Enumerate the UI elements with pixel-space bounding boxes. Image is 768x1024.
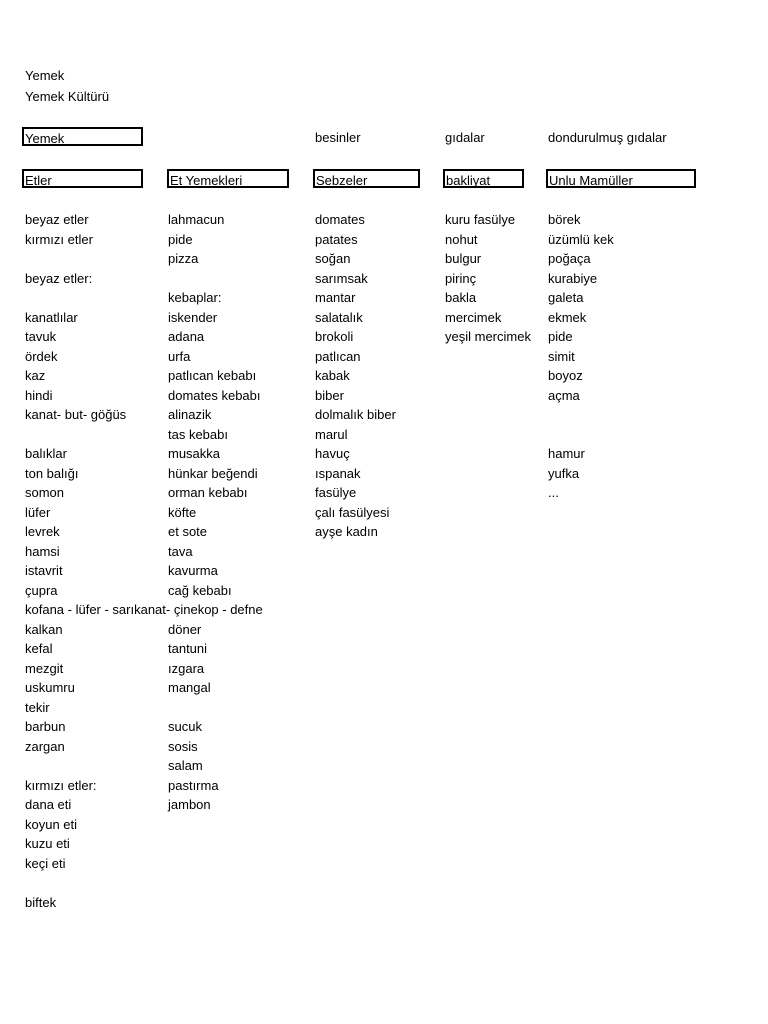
col5-item: yufka (548, 466, 580, 481)
col2-item: lahmacun (168, 212, 225, 227)
col3-item: çalı fasülyesi (315, 505, 390, 520)
col2-item: pastırma (168, 778, 219, 793)
category-besinler: besinler (315, 130, 361, 145)
col1-item: ördek (25, 349, 58, 364)
col1-item: istavrit (25, 563, 63, 578)
col2-item: mangal (168, 680, 211, 695)
col2-item: orman kebabı (168, 485, 248, 500)
col1-item: kofana - lüfer - sarıkanat- çinekop - defne (25, 602, 263, 617)
col5-item: üzümlü kek (548, 232, 614, 247)
col3-item: patates (315, 232, 358, 247)
col2-item: pide (168, 232, 193, 247)
col4-item: yeşil mercimek (445, 329, 531, 344)
col4-item: mercimek (445, 310, 502, 325)
col5-item: pide (548, 329, 573, 344)
col1-item: biftek (25, 895, 57, 910)
col3-item: kabak (315, 368, 350, 383)
col5-item: ekmek (548, 310, 587, 325)
col5-item: boyoz (548, 368, 583, 383)
col3-item: ayşe kadın (315, 524, 378, 539)
col5-item: simit (548, 349, 575, 364)
col1-item: ton balığı (25, 466, 79, 481)
col1-item: kırmızı etler (25, 232, 93, 247)
col1-item: uskumru (25, 680, 75, 695)
col2-item: ızgara (168, 661, 205, 676)
col1-item: levrek (25, 524, 60, 539)
doc-title: Yemek (25, 68, 65, 83)
col2-item: tava (168, 544, 193, 559)
header-etler: Etler (22, 169, 143, 188)
category-gidalar: gıdalar (445, 130, 485, 145)
col2-item: jambon (168, 797, 211, 812)
col2-item: salam (168, 758, 203, 773)
header-sebzeler: Sebzeler (313, 169, 420, 188)
col1-item: dana eti (25, 797, 72, 812)
col2-item: sucuk (168, 719, 202, 734)
col1-item: kalkan (25, 622, 63, 637)
col3-item: dolmalık biber (315, 407, 396, 422)
col1-item: kefal (25, 641, 53, 656)
col5-item: hamur (548, 446, 585, 461)
col2-item: tas kebabı (168, 427, 228, 442)
col3-item: domates (315, 212, 365, 227)
doc-subtitle: Yemek Kültürü (25, 89, 110, 104)
col2-item: cağ kebabı (168, 583, 232, 598)
col2-item: et sote (168, 524, 208, 539)
col2-item: adana (168, 329, 205, 344)
col4-item: nohut (445, 232, 478, 247)
col1-item: beyaz etler: (25, 271, 93, 286)
col2-item: tantuni (168, 641, 208, 656)
col2-item: köfte (168, 505, 197, 520)
col5-item: kurabiye (548, 271, 598, 286)
col2-item: hünkar beğendi (168, 466, 258, 481)
col1-item: mezgit (25, 661, 64, 676)
col1-item: kanat- but- göğüs (25, 407, 127, 422)
col3-item: mantar (315, 290, 356, 305)
col1-item: koyun eti (25, 817, 78, 832)
col2-item: kavurma (168, 563, 218, 578)
col3-item: fasülye (315, 485, 357, 500)
col3-item: ıspanak (315, 466, 361, 481)
col2-item: kebaplar: (168, 290, 222, 305)
col3-item: soğan (315, 251, 351, 266)
col1-item: tavuk (25, 329, 57, 344)
col4-item: kuru fasülye (445, 212, 516, 227)
col3-item: patlıcan (315, 349, 361, 364)
col1-item: kuzu eti (25, 836, 70, 851)
col5-item: poğaça (548, 251, 591, 266)
col4-item: bakla (445, 290, 477, 305)
col3-item: brokoli (315, 329, 354, 344)
col5-item: ... (548, 485, 559, 500)
col4-item: bulgur (445, 251, 482, 266)
col1-item: kanatlılar (25, 310, 78, 325)
col2-item: pizza (168, 251, 199, 266)
col5-item: galeta (548, 290, 584, 305)
col1-item: zargan (25, 739, 65, 754)
col1-item: keçi eti (25, 856, 66, 871)
col2-item: urfa (168, 349, 191, 364)
col4-item: pirinç (445, 271, 477, 286)
col1-item: hindi (25, 388, 53, 403)
col1-item: hamsi (25, 544, 60, 559)
col2-item: musakka (168, 446, 221, 461)
col5-item: açma (548, 388, 580, 403)
col1-item: kaz (25, 368, 46, 383)
col2-item: patlıcan kebabı (168, 368, 257, 383)
col5-item: börek (548, 212, 581, 227)
col2-item: döner (168, 622, 202, 637)
col1-item: beyaz etler (25, 212, 89, 227)
col2-item: domates kebabı (168, 388, 261, 403)
col2-item: alinazik (168, 407, 212, 422)
col3-item: marul (315, 427, 348, 442)
col1-item: barbun (25, 719, 66, 734)
col3-item: biber (315, 388, 344, 403)
header-et-yemekleri: Et Yemekleri (167, 169, 289, 188)
col1-item: lüfer (25, 505, 51, 520)
category-dondurulmus: dondurulmuş gıdalar (548, 130, 667, 145)
col1-item: tekir (25, 700, 50, 715)
category-yemek-box: Yemek (22, 127, 143, 146)
col2-item: iskender (168, 310, 218, 325)
col1-item: çupra (25, 583, 58, 598)
header-unlu-mamuller: Unlu Mamüller (546, 169, 696, 188)
col1-item: somon (25, 485, 65, 500)
header-bakliyat: bakliyat (443, 169, 524, 188)
col3-item: sarımsak (315, 271, 368, 286)
col3-item: havuç (315, 446, 350, 461)
col2-item: sosis (168, 739, 198, 754)
col3-item: salatalık (315, 310, 363, 325)
col1-item: kırmızı etler: (25, 778, 97, 793)
col1-item: balıklar (25, 446, 67, 461)
